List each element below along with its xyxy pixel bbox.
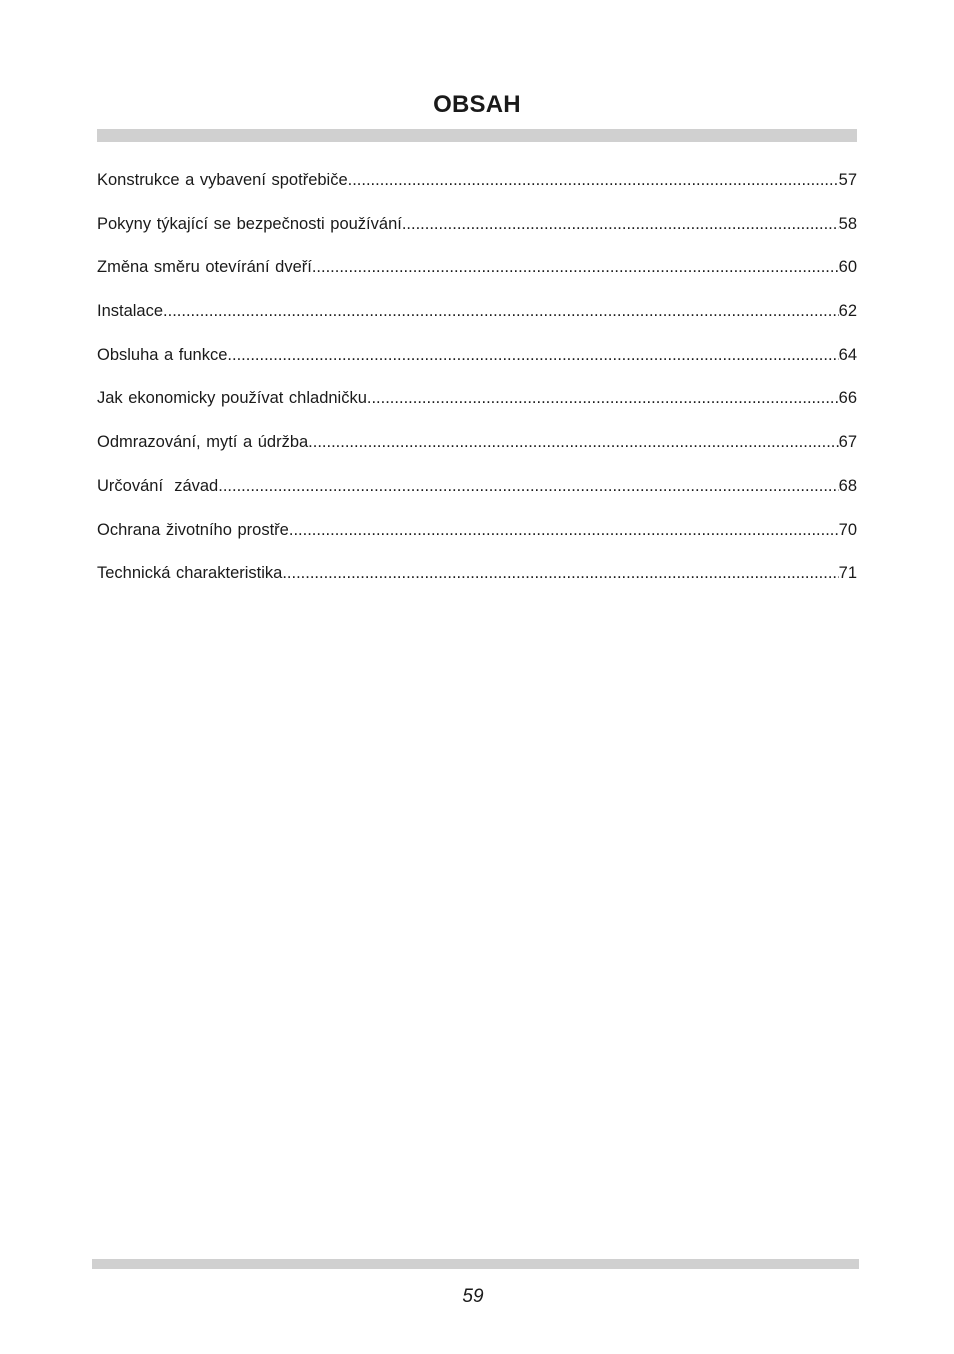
toc-item-label: Instalace — [97, 302, 164, 321]
toc-leader-dots — [163, 300, 839, 322]
toc-item-page: 64 — [838, 345, 857, 364]
toc-item-environment[interactable] — [97, 519, 857, 563]
toc-item-label: Konstrukce a vybavení spotřebiče — [97, 171, 348, 189]
toc-item-operation[interactable] — [97, 344, 857, 388]
toc-item-label: Odmrazování, mytí a údržba — [97, 433, 309, 452]
toc-leader-dots — [282, 562, 838, 584]
toc-item-page: 57 — [838, 171, 857, 189]
toc-item-safety[interactable] — [97, 213, 857, 257]
toc-item-page: 58 — [838, 214, 857, 233]
toc-item-defrosting[interactable] — [97, 431, 857, 475]
toc-item-page: 70 — [838, 520, 857, 539]
header-divider-bar — [97, 129, 857, 142]
toc-item-page: 71 — [838, 564, 857, 583]
table-of-contents — [97, 169, 857, 606]
toc-item-label: Ochrana životního prostře — [97, 520, 289, 539]
toc-item-page: 66 — [838, 389, 857, 408]
page-title: OBSAH — [433, 91, 521, 118]
toc-item-installation[interactable] — [97, 300, 857, 344]
toc-item-label: Technická charakteristika — [97, 564, 283, 583]
toc-item-construction[interactable] — [97, 169, 857, 213]
toc-item-page: 60 — [838, 258, 857, 277]
toc-leader-dots — [312, 256, 839, 278]
page-number: 59 — [462, 1286, 484, 1307]
toc-item-economy[interactable] — [97, 387, 857, 431]
toc-item-label: Určování závad — [97, 476, 219, 495]
toc-item-troubleshooting[interactable] — [97, 475, 857, 519]
toc-leader-dots — [308, 431, 838, 453]
toc-leader-dots — [367, 387, 839, 409]
toc-leader-dots — [218, 475, 838, 497]
toc-leader-dots — [402, 213, 839, 235]
toc-item-label: Pokyny týkající se bezpečnosti používání — [97, 214, 402, 233]
toc-item-door-reversal[interactable] — [97, 256, 857, 300]
footer-divider-bar — [92, 1259, 859, 1269]
toc-item-page: 67 — [838, 433, 857, 452]
toc-item-page: 68 — [838, 476, 857, 495]
toc-item-specifications[interactable] — [97, 562, 857, 606]
toc-item-page: 62 — [838, 302, 857, 321]
toc-item-label: Jak ekonomicky používat chladničku — [97, 389, 367, 408]
toc-leader-dots — [348, 169, 839, 191]
toc-item-label: Obsluha a funkce — [97, 345, 228, 364]
toc-item-label: Změna směru otevírání dveří — [97, 258, 312, 277]
toc-leader-dots — [227, 344, 838, 366]
toc-leader-dots — [289, 519, 839, 541]
